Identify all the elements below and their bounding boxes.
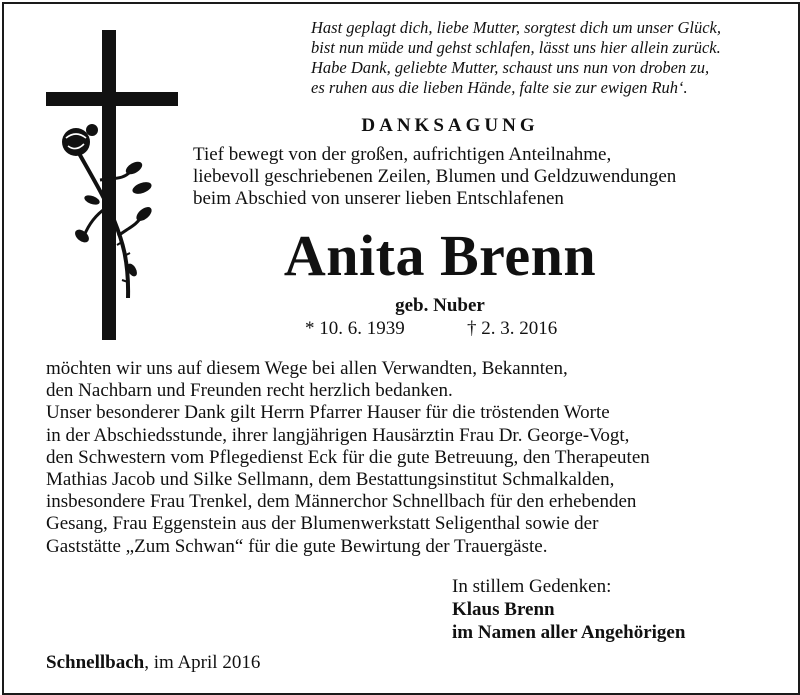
body-line: in der Abschiedsstunde, ihrer langjährigen Hausärztin Frau Dr. George-Vogt, bbox=[46, 424, 630, 446]
thanks-body bbox=[46, 358, 786, 558]
death-date: † 2. 3. 2016 bbox=[467, 318, 558, 339]
poem-line: bist nun müde und gehst schlafen, lässt uns hier allein zurück. bbox=[311, 38, 721, 57]
body-line: den Schwestern vom Pflegedienst Eck für die gute Betreuung, den Therapeuten bbox=[46, 446, 650, 468]
body-line: Gesang, Frau Eggenstein aus der Blumenwerkstatt Seligenthal sowie der bbox=[46, 513, 599, 535]
body-line: Mathias Jacob und Silke Sellmann, dem Bestattungsinstitut Schmalkalden, bbox=[46, 469, 615, 491]
poem-line: Habe Dank, geliebte Mutter, schaust uns nun von droben zu, bbox=[311, 58, 710, 77]
intro-line: Tief bewegt von der großen, aufrichtigen Anteilnahme, bbox=[193, 144, 612, 165]
heading: DANKSAGUNG bbox=[361, 115, 539, 136]
deceased-name: Anita Brenn bbox=[283, 223, 597, 288]
body-line: möchten wir uns auf diesem Wege bei allen Verwandten, Bekannten, bbox=[46, 358, 568, 379]
body-line: Gaststätte „Zum Schwan“ für die gute Bewirtung der Trauergäste. bbox=[46, 535, 548, 557]
poem-line: es ruhen aus die lieben Hände, falte sie zur ewigen Ruh‘. bbox=[311, 78, 688, 97]
signature-intro: In stillem Gedenken: bbox=[452, 576, 612, 597]
poem-line: Hast geplagt dich, liebe Mutter, sorgtest dich um unser Glück, bbox=[311, 18, 721, 37]
intro-line: beim Abschied von unserer lieben Entschlafenen bbox=[193, 188, 564, 209]
cross-with-rose-icon bbox=[44, 30, 184, 342]
intro-text bbox=[193, 144, 793, 210]
birth-date: * 10. 6. 1939 bbox=[305, 318, 405, 339]
signature-family: im Namen aller Angehörigen bbox=[452, 622, 686, 643]
intro-line: liebevoll geschriebenen Zeilen, Blumen und Geldzuwendungen bbox=[193, 166, 677, 187]
body-line: insbesondere Frau Trenkel, dem Männerchor Schnellbach für den erhebenden bbox=[46, 491, 637, 513]
place-date-text: , im April 2016 bbox=[144, 652, 261, 673]
life-dates bbox=[305, 318, 625, 340]
body-line: Unser besonderer Dank gilt Herrn Pfarrer Hauser für die tröstenden Worte bbox=[46, 402, 610, 424]
body-line: den Nachbarn und Freunden recht herzlich bedanken. bbox=[46, 380, 453, 402]
signature-name: Klaus Brenn bbox=[452, 599, 555, 620]
place-town: Schnellbach bbox=[46, 652, 145, 673]
poem bbox=[311, 18, 781, 98]
place-date bbox=[46, 652, 260, 674]
signature-block bbox=[452, 575, 782, 644]
birth-name: geb. Nuber bbox=[395, 295, 485, 316]
